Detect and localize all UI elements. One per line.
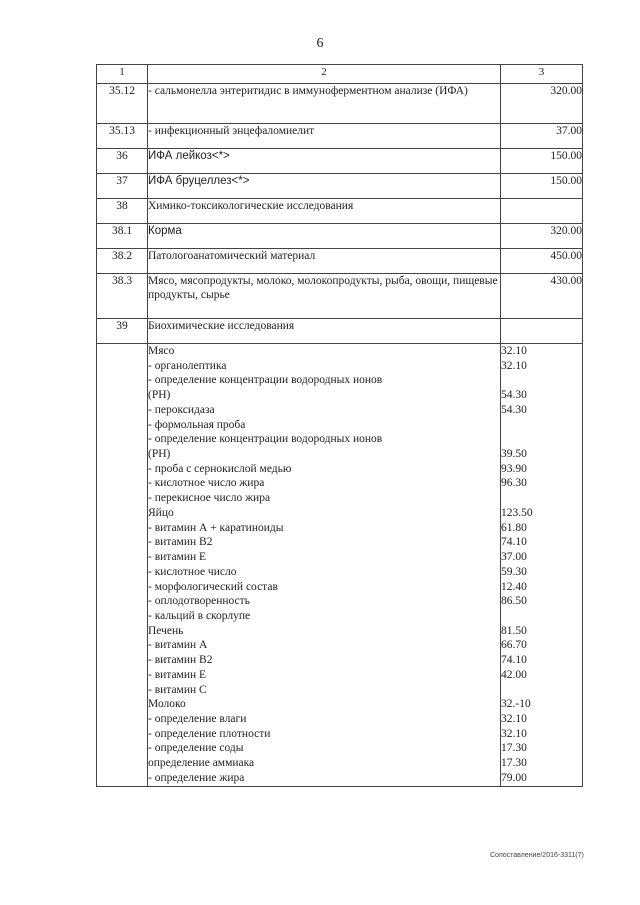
row-price: 150.00 [501, 174, 583, 199]
list-item: - витамин А [148, 639, 208, 652]
list-item-price: 86.50 [501, 595, 527, 608]
list-item: Молоко [148, 698, 186, 711]
list-item: - определение влаги [148, 712, 247, 725]
page-number: 6 [316, 36, 324, 51]
row-name: Патологоанатомический материал [148, 249, 501, 274]
list-item: - определение соды [148, 742, 244, 755]
list-item: - формольная проба [148, 418, 246, 431]
list-item: - определение концентрации водородных ионов [148, 433, 383, 446]
row-number: 38.3 [97, 274, 148, 319]
list-item-price: 74.10 [501, 536, 527, 549]
list-item: - кислотное число [148, 565, 237, 578]
list-item-price: 93.90 [501, 462, 527, 475]
list-item-price: 12.40 [501, 580, 527, 593]
row-number: 38.2 [97, 249, 148, 274]
list-item-price: 17.30 [501, 757, 527, 770]
list-prices-cell [501, 344, 583, 787]
list-item: (PH) [148, 448, 171, 461]
list-item: - витамин С [148, 683, 207, 696]
row-price: 37.00 [501, 124, 583, 149]
list-item-price: 32.-10 [501, 698, 531, 711]
list-item-price: 66.70 [501, 639, 527, 652]
list-item: - кальций в скорлупе [148, 609, 251, 622]
list-item: - витамин В2 [148, 654, 213, 667]
row-number: 38.1 [97, 224, 148, 249]
list-item-price [501, 373, 582, 388]
list-item: - морфологический состав [148, 580, 278, 593]
list-item-price: 81.50 [501, 624, 527, 637]
row-number: 35.12 [97, 84, 148, 124]
table-row [97, 124, 583, 149]
list-item-price [501, 418, 582, 433]
row-name: Корма [148, 224, 501, 249]
table-row [97, 319, 583, 344]
list-item-price: 32.10 [501, 727, 527, 740]
row-price [501, 319, 583, 344]
table-header-row [97, 65, 583, 84]
price-table [96, 64, 583, 787]
row-name: ИФА бруцеллез<*> [148, 174, 501, 199]
list-item-price: 54.30 [501, 389, 527, 402]
list-item-price: 59.30 [501, 565, 527, 578]
row-name: Мясо, мясопродукты, молоко, молокопродукты, рыба, овощи, пищевые продукты, сырье [148, 274, 501, 319]
footer-reference: Сопоставление/2016-3311(7) [490, 852, 584, 859]
list-item-price: 37.00 [501, 551, 527, 564]
list-item: Печень [148, 624, 184, 637]
list-item-price [501, 432, 582, 447]
list-item-price: 42.00 [501, 668, 527, 681]
list-item: (PH) [148, 389, 171, 402]
list-item-price: 123.50 [501, 506, 533, 519]
row-price: 450.00 [501, 249, 583, 274]
list-item: Яйцо [148, 506, 174, 519]
list-item-price: 96.30 [501, 477, 527, 490]
row-name: - инфекционный энцефаломиелит [148, 124, 501, 149]
list-item-price: 17.30 [501, 742, 527, 755]
list-item: - определение плотности [148, 727, 271, 740]
table-row [97, 199, 583, 224]
row-price [501, 199, 583, 224]
table-row [97, 274, 583, 319]
row-name: Химико-токсикологические исследования [148, 199, 501, 224]
list-item-price: 54.30 [501, 403, 527, 416]
row-name: - сальмонелла энтеритидис в иммуноферментном анализе (ИФА) [148, 84, 501, 124]
list-item: Мясо [148, 345, 175, 357]
list-item: - пероксидаза [148, 403, 215, 416]
row-name: Биохимические исследования [148, 319, 501, 344]
list-item: - проба с сернокислой медью [148, 462, 292, 475]
row-price: 320.00 [501, 84, 583, 124]
list-item: - кислотное число жира [148, 477, 265, 490]
list-item-price: 79.00 [501, 771, 527, 784]
list-item-price: 32.10 [501, 359, 527, 372]
list-item-price [501, 491, 582, 506]
table-row [97, 84, 583, 124]
list-item: - витамин А + каратиноиды [148, 521, 284, 534]
row-number: 39 [97, 319, 148, 344]
header-col-2: 2 [148, 65, 501, 84]
table-row [97, 224, 583, 249]
list-item: - органолептика [148, 359, 227, 372]
row-price: 430.00 [501, 274, 583, 319]
list-item-price: 32.10 [501, 345, 527, 357]
list-number-cell [97, 344, 148, 787]
list-item: - витамин Е [148, 668, 207, 681]
row-name: ИФА лейкоз<*> [148, 149, 501, 174]
list-item-price [501, 609, 582, 624]
header-col-1: 1 [97, 65, 148, 84]
table-row [97, 249, 583, 274]
list-item: - определение концентрации водородных ионов [148, 374, 383, 387]
list-item: - перекисное число жира [148, 492, 271, 505]
list-item: определение аммиака [148, 757, 255, 770]
list-item: - витамин Е [148, 551, 207, 564]
row-price: 320.00 [501, 224, 583, 249]
list-item-price: 39.50 [501, 448, 527, 461]
list-item-price: 74.10 [501, 654, 527, 667]
list-item-price [501, 683, 582, 698]
list-item-price: 61.80 [501, 521, 527, 534]
list-names-cell [148, 344, 501, 787]
row-number: 36 [97, 149, 148, 174]
biochem-list-row [97, 344, 583, 787]
row-price: 150.00 [501, 149, 583, 174]
list-item: - оплодотворенность [148, 595, 250, 608]
row-number: 37 [97, 174, 148, 199]
row-number: 38 [97, 199, 148, 224]
header-col-3: 3 [501, 65, 583, 84]
table-row [97, 174, 583, 199]
table-row [97, 149, 583, 174]
row-number: 35.13 [97, 124, 148, 149]
list-item-price: 32.10 [501, 712, 527, 725]
list-item: - витамин В2 [148, 536, 213, 549]
list-item: - определение жира [148, 771, 245, 784]
